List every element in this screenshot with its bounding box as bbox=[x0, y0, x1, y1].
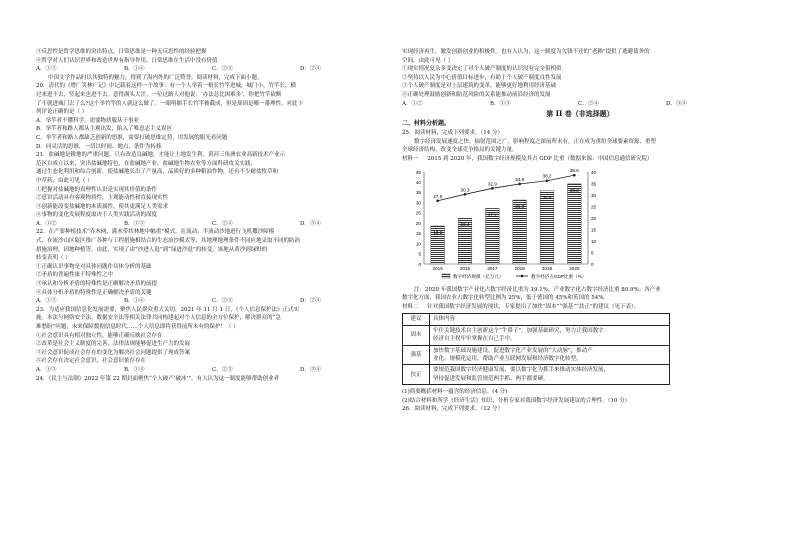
q20-stem-3: 了不就进城门去了么?这个举竹竿的人就这么做了。一眼明媚手长竹竿被截成，但是却因是哪一番理性，对此下 bbox=[36, 100, 303, 107]
bar bbox=[513, 200, 527, 264]
x-tick-label: 2018 bbox=[514, 265, 525, 271]
line-point bbox=[491, 187, 494, 190]
y-left-tick-label: 40 bbox=[415, 179, 421, 185]
q20-stem-2: 过来进不去，竖起来也进不去。意得满头大汗。一位过路人对他说：‘办法总比困难多’，你把竹竿砍断 bbox=[36, 91, 282, 98]
y-right-tick-label: 5 bbox=[591, 249, 594, 255]
line-value-label: 38.6 bbox=[569, 167, 579, 173]
q19-choices bbox=[36, 65, 388, 74]
y-left-tick-label: 5 bbox=[418, 251, 421, 257]
table-row-key: 扶正 bbox=[403, 365, 430, 385]
q21-item-3: ③创新能改变盐碱地的本质属性，使其更满足人类需求 bbox=[36, 203, 169, 210]
q24-item-4: ④正确处理鼓励创新和防范风险的关系能推动前沿经济的发展 bbox=[402, 91, 551, 98]
choice-d[interactable]: D．②④ bbox=[300, 66, 321, 73]
table-row bbox=[403, 345, 670, 365]
y-right-tick-label: 30 bbox=[591, 192, 597, 198]
q22-item-2: ②矛盾的普遍性寓于特殊性之中 bbox=[36, 272, 114, 279]
chart-note-2: 数字化方面，我国农业占数字化转型比例为 25%，低于德国的 45%和英国的 54%。 bbox=[402, 295, 609, 302]
q21-item-2: ②意识活动具有客观物质性，主观能动性和直接现实性 bbox=[36, 195, 169, 202]
q25-intro-1: 数字经济发展速度之快、辐射范围之广、影响程度之深前所未有，正在成为重组全球要素资源、重塑 bbox=[414, 138, 657, 145]
table-row-content bbox=[430, 325, 670, 345]
choice-c[interactable]: C．②③ bbox=[212, 298, 233, 305]
material-2-text: 针对我国数字经济发展的现状，专家提出了加快“固本”“强基”“扶正”的建议（见下表）。 bbox=[427, 303, 640, 310]
q23-item-1: ①社会意识具有相对独立性，能够正确反映社会存在 bbox=[36, 332, 163, 339]
material-1-text: 2015 到 2020 年，我国数字经济规模及其占 GDP 比重（数据来源：中国信息通信研究院） bbox=[427, 155, 653, 162]
q20-stem-4: 列评论正确的是（ ） bbox=[36, 109, 88, 116]
chart-note-1: 注：2020 年我国数字产业化占数字经济比重为 19.1%，产业数字化占数字经济比重 80.9%；各产业 bbox=[414, 286, 661, 293]
y-right-tick-label: 10 bbox=[591, 238, 597, 244]
line-value-label: 27.5 bbox=[433, 193, 443, 199]
table-row-content bbox=[430, 365, 670, 385]
table-row-content bbox=[430, 345, 670, 365]
q21-item-1: ①把握对盐碱地的真理性认识是实现其价值的条件 bbox=[36, 186, 158, 193]
y-right-tick-label: 25 bbox=[591, 203, 597, 209]
y-right-tick-label: 20 bbox=[591, 215, 597, 221]
q22-stem-3: 措施治理，因地种植等。由此，实现了由“沙进人退”到“绿进沙退”的转变。该地从黄沙到绿野的 bbox=[36, 246, 268, 253]
q25-task-1: (1)简要概括材料一蕴含的经济信息。(4 分) bbox=[402, 389, 508, 396]
line-value-label: 32.9 bbox=[487, 180, 497, 186]
choice-b[interactable]: B．①④ bbox=[124, 298, 145, 305]
table-row-line: 经济自主权牢牢掌握在自己手中。 bbox=[433, 336, 516, 343]
group-intro: 中国文学作品时以其独特的魅力，得到了海内外的广泛赞誉。阅读材料，完成下面小题。 bbox=[48, 74, 263, 81]
q21-item-4: ④事物的变化发展程度取决于人类实践活动的深度 bbox=[36, 212, 158, 219]
bar-value-label: 31.3 bbox=[515, 203, 525, 209]
q22-item-1: ①正确认识事物是对具体问题作具体分析的基础 bbox=[36, 263, 152, 270]
table-header-suggestion: 建议 bbox=[403, 314, 430, 325]
bar-value-label: 35.8 bbox=[542, 194, 552, 200]
q21-choices bbox=[36, 220, 388, 229]
line-value-label: 30.3 bbox=[460, 186, 470, 192]
bar-value-label: 22.4 bbox=[460, 221, 470, 227]
choice-d[interactable]: D．③④ bbox=[666, 100, 687, 107]
legend-line-marker bbox=[521, 274, 524, 277]
choice-c[interactable]: C．②④ bbox=[212, 220, 233, 227]
bar-value-label: 27.2 bbox=[487, 211, 497, 217]
y-left-tick-label: 0 bbox=[418, 261, 421, 267]
legend-bar-swatch bbox=[442, 274, 450, 278]
q24-choices bbox=[402, 100, 758, 109]
line-point bbox=[464, 193, 467, 196]
y-left-tick-label: 30 bbox=[415, 199, 421, 205]
y-left-tick-label: 20 bbox=[415, 220, 421, 226]
choice-d[interactable]: D．③④ bbox=[300, 366, 321, 373]
choice-b[interactable]: B．①④ bbox=[124, 66, 145, 73]
q24-item-3: ③个人破产制度是对上层建筑的变革，能够更好地利用经济基础 bbox=[402, 83, 557, 90]
y-right-tick-label: 40 bbox=[591, 169, 597, 175]
table-row-key: 强基 bbox=[403, 345, 430, 365]
q24-item-2: ②坚持以人民为中心价值目标进步，有助于个人破产制度良性发展 bbox=[402, 74, 562, 81]
material-2-label: 材料二 bbox=[402, 303, 419, 310]
q22-stem-1: 22．在产要种植技术“乔木网、灌木带状林地中幅重”模式，在流动、半流动沙地进行飞机撒沙障模 bbox=[36, 229, 275, 236]
choice-a[interactable]: A．①② bbox=[36, 220, 57, 227]
table-row-line: 业化、规模化运用，帮助产业互联网发展和经济数字化转型。 bbox=[433, 355, 582, 362]
q21-stem-1: 21．盐碱地是耕地的严重问题，只有改造良碱地，才能让土地发生利。黄河三角洲农业高新技术产业示 bbox=[36, 152, 286, 159]
bar-value-label: 39.2 bbox=[569, 187, 579, 193]
x-tick-label: 2020 bbox=[569, 265, 580, 271]
q21-stem-3: 通过生态化利用和综合创新，使盐碱地长出了产量高、品质好的多种粮油作物，还有不少耐盐牧草和 bbox=[36, 169, 279, 176]
q22-stem-2: 式，在流沙山区陡区推广各种与工程措施相结合的生态治沙模式等，其地理地理条件不同应地采取不同的防治 bbox=[36, 238, 301, 245]
q23-item-3: ③社会意识促成社会存在的变化为解决社会问题提供了现成答案 bbox=[36, 349, 191, 356]
line-value-label: 36.2 bbox=[542, 173, 552, 179]
choice-a[interactable]: A．①③ bbox=[36, 298, 57, 305]
table-row-line: 要规范我国数字经济健康发展，要以数字化为抓手来推动实体经济发展， bbox=[433, 367, 610, 374]
line-point bbox=[518, 182, 521, 185]
legend-bar-label: 数字经济规模（亿万元） bbox=[453, 273, 504, 279]
y-left-tick-label: 45 bbox=[415, 169, 421, 175]
table-row-line: 加快数字基础设施建设，促进数字化产业发展的“大动脉”，推动产 bbox=[433, 347, 593, 354]
part-title: 二、材料分析题。 bbox=[402, 120, 451, 128]
choice-c[interactable]: C．②④ bbox=[578, 100, 599, 107]
chart-svg bbox=[402, 166, 754, 286]
y-right-tick-label: 35 bbox=[591, 180, 597, 186]
q23-item-2: ②改革是社会主义制度的完善，法律法规能够促进生产力的发展 bbox=[36, 341, 191, 348]
choice-b[interactable]: B．①④ bbox=[124, 366, 145, 373]
right-column bbox=[402, 48, 758, 414]
q24-stem: 24．《民主与法制》2022 年第 22 期封面聚焦“个人破产‘破冰’”，有人认为这一制度能够帮助创业者 bbox=[36, 375, 280, 382]
q23-stem-1: 23．为适应我国信息化发展需要，聚焦人民群众重大关切，2021 年 11 月 1 日，《个人信息保护法》正式实 bbox=[36, 306, 299, 313]
y-left-tick-label: 35 bbox=[415, 189, 421, 195]
bar bbox=[540, 190, 554, 263]
q25-title: 25．阅读材料，完成下列要求。（14 分） bbox=[402, 130, 503, 137]
choice-c[interactable]: C．②③ bbox=[212, 366, 233, 373]
material-1-label: 材料一 bbox=[402, 155, 419, 162]
q23-stem-3: 难愁盼”问题，未来保障数据信息时代……个人信息即将获得前所未有的保护！（ ） bbox=[36, 324, 239, 330]
y-left-tick-label: 10 bbox=[415, 240, 421, 246]
line-value-label: 34.8 bbox=[515, 176, 525, 182]
section-title: 第 II 卷（非选择题） bbox=[546, 109, 614, 119]
table-row-key: 固本 bbox=[403, 325, 430, 345]
y-right-tick-label: 15 bbox=[591, 226, 597, 232]
x-tick-label: 2015 bbox=[432, 265, 443, 271]
choice-a[interactable]: A．①③ bbox=[36, 66, 57, 73]
q20-item-a[interactable]: A．举竿者不懂科学，需要物质服从于事业 bbox=[36, 117, 139, 124]
material-2-line bbox=[402, 303, 758, 312]
y-left-tick-label: 25 bbox=[415, 210, 421, 216]
q22-stem-4: 转变表明（ ） bbox=[36, 255, 71, 262]
choice-d[interactable]: D．③④ bbox=[300, 220, 321, 227]
left-column bbox=[36, 48, 388, 383]
choice-b[interactable]: B．①③ bbox=[490, 100, 511, 107]
y-left-tick-label: 15 bbox=[415, 230, 421, 236]
bar-value-label: 18.6 bbox=[433, 229, 443, 235]
x-tick-label: 2016 bbox=[459, 265, 471, 271]
choice-a[interactable]: A．①③ bbox=[36, 366, 57, 373]
q20-stem-1: 20．清代的《增广笑林广记》中记载着这样一个故事：有一个人举着一根长竹竿进城，城门小，竹竿长，横 bbox=[36, 83, 297, 90]
q24-item-1: ①现实情况复杂多变决定了对个人破产制度的认识没有完全很相似 bbox=[402, 66, 562, 73]
y-right-tick-label: 0 bbox=[591, 261, 594, 267]
q22-item-3: ③承认和分析矛盾的特殊性是正确解决矛盾的前提 bbox=[36, 281, 158, 288]
q22-item-4: ④具体分析矛盾的特殊性是正确解决矛盾的关键 bbox=[36, 289, 152, 296]
choice-b[interactable]: B．①③ bbox=[124, 220, 145, 227]
table-row bbox=[403, 365, 670, 385]
q25-intro-2: 全球经济结构、改变全球竞争格局的关键力量。 bbox=[402, 147, 518, 154]
x-tick-label: 2017 bbox=[487, 265, 498, 271]
q22-choices bbox=[36, 297, 388, 306]
line-point bbox=[436, 199, 439, 202]
q21-stem-4: 中草药。由此可见（ ） bbox=[36, 177, 93, 184]
material-1-line bbox=[402, 155, 758, 164]
q20-item-b[interactable]: B．举竿者和路人都从主观出发，陷入了唯意志主义误区 bbox=[36, 126, 173, 133]
q23-item-4: ④社会存在决定社会意识，社会意识依存存在 bbox=[36, 358, 147, 365]
table-header-row bbox=[403, 314, 670, 325]
choice-a[interactable]: A．①② bbox=[402, 100, 423, 107]
table-row-line: 牢住关键技术自主创新这个“牛鼻子”，加强基础研究，努力让我国数字 bbox=[433, 327, 604, 334]
q25-task-2: (2)结合材料和所学《经济生活》知识，分析专家对我国数字经济发展建议的合理性。（10 分） bbox=[402, 397, 631, 404]
table-row bbox=[403, 325, 670, 345]
choice-d[interactable]: D．②④ bbox=[300, 298, 321, 305]
x-tick-label: 2019 bbox=[541, 265, 553, 271]
q21-stem-2: 范区自成立以来，突出盐碱地特色，在盐碱地产业、盐碱地生物农业等方面科研攻关实践， bbox=[36, 160, 257, 167]
choice-c[interactable]: C．②③ bbox=[212, 66, 233, 73]
suggestion-table bbox=[402, 313, 670, 385]
table-row-line: 坚持促进发展和监管规范两手抓、两手都要硬。 bbox=[433, 375, 549, 382]
line-point bbox=[573, 173, 576, 176]
digital-economy-chart bbox=[402, 166, 754, 286]
q24-continued-2: 空间。由此可见（ ） bbox=[402, 57, 454, 64]
q19-option-3: ③反思性是哲学思维的突出特点，日常思维是一种无反思性的经验把握 bbox=[36, 49, 207, 55]
legend-line-label: 数字经济占GDP比重（%） bbox=[531, 273, 587, 279]
q20-item-d[interactable]: D．同灵活的思维，一切以时间、地点、条件为转移 bbox=[36, 143, 162, 150]
line-point bbox=[546, 179, 549, 182]
q26-title: 26．阅读材料，完成下列要求。（12 分） bbox=[402, 406, 503, 413]
q20-item-c[interactable]: C．举竿者和路人都缺乏创新的思维，需要打破思维定势，用发展的眼光看问题 bbox=[36, 134, 228, 141]
q23-choices bbox=[36, 366, 388, 375]
q23-stem-2: 施。本法与网络安全法、数据安全法等相关法律共同构建起对个人信息的全方位保护，解决群众的“急 bbox=[36, 315, 281, 322]
bar bbox=[568, 183, 582, 263]
q19-option-4: ④哲学对人们认识世界和改造世界有指导作用，日常思维在生活中没有价值 bbox=[36, 57, 218, 64]
table-header-content: 具体内容 bbox=[430, 314, 670, 325]
q24-continued-1: 实现经济再生。激发创新创业的积极性。也有人认为，这一制度为欠钱不还的“老赖”提供了逃避债务的 bbox=[402, 49, 650, 55]
